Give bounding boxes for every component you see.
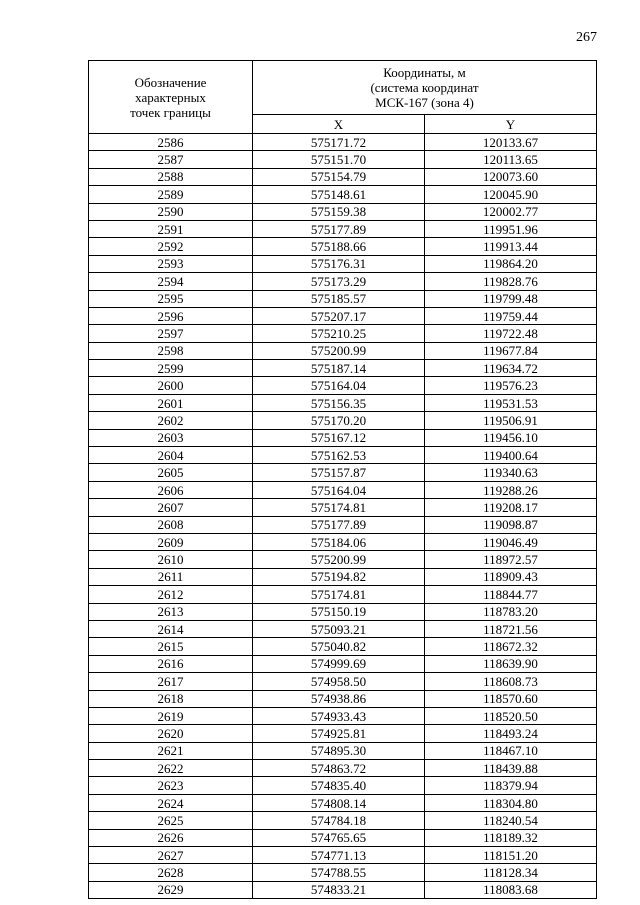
x-coordinate-cell: 575151.70 xyxy=(253,151,425,168)
y-coordinate-cell: 119576.23 xyxy=(425,377,597,394)
table-row xyxy=(89,186,597,203)
header-coords-line-1: Координаты, м xyxy=(383,65,466,81)
table-row xyxy=(89,725,597,742)
x-coordinate-cell: 574938.86 xyxy=(253,690,425,707)
x-coordinate-cell: 574788.55 xyxy=(253,864,425,881)
point-cell: 2618 xyxy=(89,690,253,707)
point-cell: 2627 xyxy=(89,847,253,864)
point-cell: 2595 xyxy=(89,290,253,307)
y-coordinate-cell: 118467.10 xyxy=(425,742,597,759)
y-coordinate-cell: 120113.65 xyxy=(425,151,597,168)
table-row xyxy=(89,673,597,690)
y-coordinate-cell: 118128.34 xyxy=(425,864,597,881)
table-body xyxy=(89,134,597,899)
point-cell: 2589 xyxy=(89,186,253,203)
table-row xyxy=(89,812,597,829)
point-cell: 2602 xyxy=(89,412,253,429)
point-cell: 2612 xyxy=(89,586,253,603)
point-cell: 2623 xyxy=(89,777,253,794)
x-coordinate-cell: 575167.12 xyxy=(253,429,425,446)
table-row xyxy=(89,360,597,377)
table-row xyxy=(89,203,597,220)
table-row xyxy=(89,168,597,185)
point-cell: 2610 xyxy=(89,551,253,568)
point-cell: 2607 xyxy=(89,499,253,516)
header-point-designation xyxy=(89,61,253,134)
x-coordinate-cell: 575174.81 xyxy=(253,586,425,603)
y-coordinate-cell: 119340.63 xyxy=(425,464,597,481)
x-coordinate-cell: 574925.81 xyxy=(253,725,425,742)
x-coordinate-cell: 575210.25 xyxy=(253,325,425,342)
point-cell: 2626 xyxy=(89,829,253,846)
x-coordinate-cell: 574958.50 xyxy=(253,673,425,690)
y-coordinate-cell: 119456.10 xyxy=(425,429,597,446)
y-coordinate-cell: 119828.76 xyxy=(425,273,597,290)
x-coordinate-cell: 575162.53 xyxy=(253,447,425,464)
point-cell: 2601 xyxy=(89,394,253,411)
x-coordinate-cell: 574895.30 xyxy=(253,742,425,759)
y-coordinate-cell: 118439.88 xyxy=(425,760,597,777)
x-coordinate-cell: 574863.72 xyxy=(253,760,425,777)
table-row xyxy=(89,499,597,516)
table-row xyxy=(89,516,597,533)
point-cell: 2604 xyxy=(89,447,253,464)
table-row xyxy=(89,412,597,429)
point-cell: 2598 xyxy=(89,342,253,359)
table-row xyxy=(89,325,597,342)
y-coordinate-cell: 118608.73 xyxy=(425,673,597,690)
header-coordinates xyxy=(253,61,597,115)
point-cell: 2622 xyxy=(89,760,253,777)
x-coordinate-cell: 575157.87 xyxy=(253,464,425,481)
y-coordinate-cell: 119208.17 xyxy=(425,499,597,516)
x-coordinate-cell: 575200.99 xyxy=(253,342,425,359)
x-coordinate-cell: 574835.40 xyxy=(253,777,425,794)
point-cell: 2586 xyxy=(89,134,253,151)
y-coordinate-cell: 118909.43 xyxy=(425,568,597,585)
x-coordinate-cell: 575154.79 xyxy=(253,168,425,185)
point-cell: 2625 xyxy=(89,812,253,829)
table-row xyxy=(89,760,597,777)
point-cell: 2606 xyxy=(89,481,253,498)
header-point-line-1: Обозначение xyxy=(134,74,207,90)
x-coordinate-cell: 575207.17 xyxy=(253,307,425,324)
point-cell: 2619 xyxy=(89,707,253,724)
table-row xyxy=(89,464,597,481)
point-cell: 2593 xyxy=(89,255,253,272)
y-coordinate-cell: 119722.48 xyxy=(425,325,597,342)
y-coordinate-cell: 118520.50 xyxy=(425,707,597,724)
table-row xyxy=(89,864,597,881)
y-coordinate-cell: 119913.44 xyxy=(425,238,597,255)
point-cell: 2624 xyxy=(89,794,253,811)
x-coordinate-cell: 575177.89 xyxy=(253,516,425,533)
table-row xyxy=(89,603,597,620)
x-coordinate-cell: 575171.72 xyxy=(253,134,425,151)
point-cell: 2590 xyxy=(89,203,253,220)
point-cell: 2616 xyxy=(89,655,253,672)
point-cell: 2592 xyxy=(89,238,253,255)
y-coordinate-cell: 118844.77 xyxy=(425,586,597,603)
point-cell: 2609 xyxy=(89,533,253,550)
y-coordinate-cell: 118304.80 xyxy=(425,794,597,811)
table-row xyxy=(89,342,597,359)
y-coordinate-cell: 118672.32 xyxy=(425,638,597,655)
table-row xyxy=(89,847,597,864)
x-coordinate-cell: 575150.19 xyxy=(253,603,425,620)
point-cell: 2608 xyxy=(89,516,253,533)
point-cell: 2599 xyxy=(89,360,253,377)
y-coordinate-cell: 119634.72 xyxy=(425,360,597,377)
coordinates-table xyxy=(88,60,597,899)
point-cell: 2617 xyxy=(89,673,253,690)
x-coordinate-cell: 575187.14 xyxy=(253,360,425,377)
point-cell: 2603 xyxy=(89,429,253,446)
y-coordinate-cell: 119506.91 xyxy=(425,412,597,429)
table-row xyxy=(89,551,597,568)
x-coordinate-cell: 575184.06 xyxy=(253,533,425,550)
table-row xyxy=(89,377,597,394)
y-coordinate-cell: 118570.60 xyxy=(425,690,597,707)
table-row xyxy=(89,586,597,603)
point-cell: 2615 xyxy=(89,638,253,655)
x-coordinate-cell: 575156.35 xyxy=(253,394,425,411)
point-cell: 2621 xyxy=(89,742,253,759)
table-row xyxy=(89,220,597,237)
table-row xyxy=(89,255,597,272)
x-coordinate-cell: 575174.81 xyxy=(253,499,425,516)
y-coordinate-cell: 120133.67 xyxy=(425,134,597,151)
point-cell: 2611 xyxy=(89,568,253,585)
table-row xyxy=(89,307,597,324)
table-row xyxy=(89,829,597,846)
y-coordinate-cell: 118639.90 xyxy=(425,655,597,672)
table-row xyxy=(89,273,597,290)
point-cell: 2597 xyxy=(89,325,253,342)
x-coordinate-cell: 575194.82 xyxy=(253,568,425,585)
x-coordinate-cell: 574808.14 xyxy=(253,794,425,811)
x-coordinate-cell: 574765.65 xyxy=(253,829,425,846)
table-row xyxy=(89,429,597,446)
y-coordinate-cell: 119098.87 xyxy=(425,516,597,533)
table-row xyxy=(89,881,597,898)
x-coordinate-cell: 575164.04 xyxy=(253,377,425,394)
y-coordinate-cell: 118379.94 xyxy=(425,777,597,794)
y-coordinate-cell: 120045.90 xyxy=(425,186,597,203)
table-row xyxy=(89,238,597,255)
header-y: Y xyxy=(425,115,597,134)
x-coordinate-cell: 575170.20 xyxy=(253,412,425,429)
table-row xyxy=(89,481,597,498)
table-row xyxy=(89,690,597,707)
y-coordinate-cell: 118783.20 xyxy=(425,603,597,620)
header-point-line-3: точек границы xyxy=(130,104,211,120)
table-row xyxy=(89,620,597,637)
x-coordinate-cell: 575159.38 xyxy=(253,203,425,220)
y-coordinate-cell: 118493.24 xyxy=(425,725,597,742)
y-coordinate-cell: 118240.54 xyxy=(425,812,597,829)
table-row xyxy=(89,794,597,811)
table-row xyxy=(89,777,597,794)
table-row xyxy=(89,394,597,411)
y-coordinate-cell: 119951.96 xyxy=(425,220,597,237)
header-x: X xyxy=(253,115,425,134)
y-coordinate-cell: 119864.20 xyxy=(425,255,597,272)
point-cell: 2620 xyxy=(89,725,253,742)
table-header xyxy=(89,61,597,134)
x-coordinate-cell: 575200.99 xyxy=(253,551,425,568)
point-cell: 2596 xyxy=(89,307,253,324)
table-row xyxy=(89,742,597,759)
y-coordinate-cell: 119531.53 xyxy=(425,394,597,411)
y-coordinate-cell: 119799.48 xyxy=(425,290,597,307)
y-coordinate-cell: 118189.32 xyxy=(425,829,597,846)
x-coordinate-cell: 575040.82 xyxy=(253,638,425,655)
point-cell: 2594 xyxy=(89,273,253,290)
point-cell: 2614 xyxy=(89,620,253,637)
table-row xyxy=(89,447,597,464)
y-coordinate-cell: 119677.84 xyxy=(425,342,597,359)
table-row xyxy=(89,151,597,168)
y-coordinate-cell: 118972.57 xyxy=(425,551,597,568)
table-row xyxy=(89,655,597,672)
header-coords-line-3: МСК-167 (зона 4) xyxy=(375,95,474,111)
table-row xyxy=(89,533,597,550)
table-row xyxy=(89,568,597,585)
x-coordinate-cell: 575176.31 xyxy=(253,255,425,272)
y-coordinate-cell: 118083.68 xyxy=(425,881,597,898)
y-coordinate-cell: 119046.49 xyxy=(425,533,597,550)
y-coordinate-cell: 118721.56 xyxy=(425,620,597,637)
y-coordinate-cell: 119288.26 xyxy=(425,481,597,498)
point-cell: 2591 xyxy=(89,220,253,237)
header-coords-line-2: (система координат xyxy=(370,80,479,96)
y-coordinate-cell: 119759.44 xyxy=(425,307,597,324)
table-row xyxy=(89,290,597,307)
x-coordinate-cell: 575148.61 xyxy=(253,186,425,203)
table-row xyxy=(89,134,597,151)
y-coordinate-cell: 120073.60 xyxy=(425,168,597,185)
x-coordinate-cell: 574771.13 xyxy=(253,847,425,864)
header-point-line-2: характерных xyxy=(135,89,206,105)
point-cell: 2605 xyxy=(89,464,253,481)
page-number: 267 xyxy=(576,30,597,45)
x-coordinate-cell: 575188.66 xyxy=(253,238,425,255)
x-coordinate-cell: 575093.21 xyxy=(253,620,425,637)
table-row xyxy=(89,707,597,724)
x-coordinate-cell: 574933.43 xyxy=(253,707,425,724)
point-cell: 2628 xyxy=(89,864,253,881)
x-coordinate-cell: 575173.29 xyxy=(253,273,425,290)
x-coordinate-cell: 574833.21 xyxy=(253,881,425,898)
table-row xyxy=(89,638,597,655)
y-coordinate-cell: 118151.20 xyxy=(425,847,597,864)
point-cell: 2629 xyxy=(89,881,253,898)
point-cell: 2600 xyxy=(89,377,253,394)
x-coordinate-cell: 574784.18 xyxy=(253,812,425,829)
y-coordinate-cell: 119400.64 xyxy=(425,447,597,464)
x-coordinate-cell: 575164.04 xyxy=(253,481,425,498)
x-coordinate-cell: 574999.69 xyxy=(253,655,425,672)
point-cell: 2588 xyxy=(89,168,253,185)
point-cell: 2587 xyxy=(89,151,253,168)
x-coordinate-cell: 575185.57 xyxy=(253,290,425,307)
x-coordinate-cell: 575177.89 xyxy=(253,220,425,237)
point-cell: 2613 xyxy=(89,603,253,620)
y-coordinate-cell: 120002.77 xyxy=(425,203,597,220)
